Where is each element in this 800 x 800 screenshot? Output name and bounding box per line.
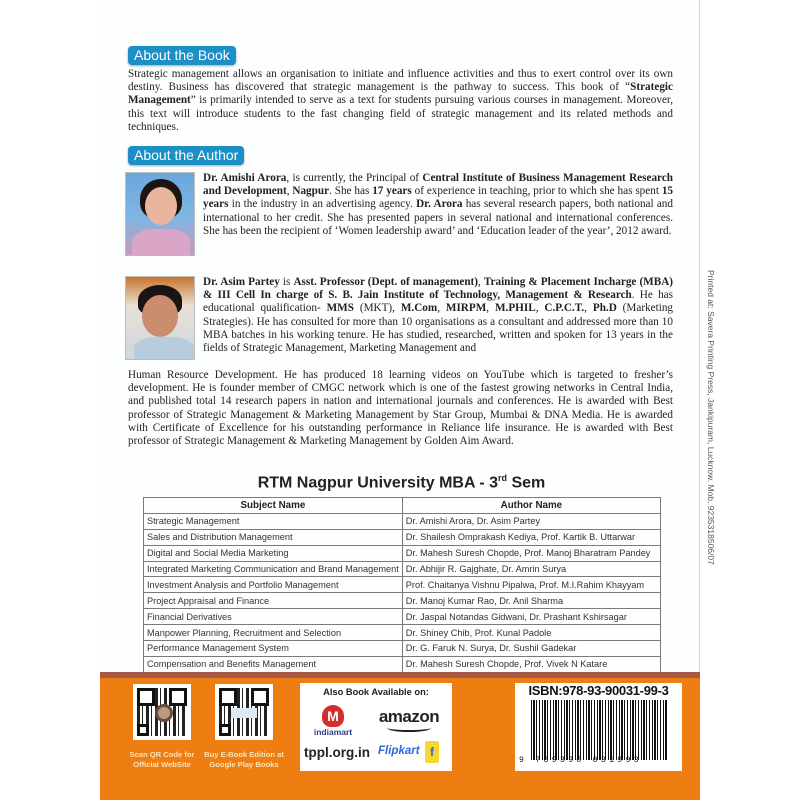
bio-text: is (279, 276, 294, 288)
author-cell: Dr. Mahesh Suresh Chopde, Prof. Vivek N Katare (402, 656, 660, 672)
bio-bold: Central Institute of Business Management Research and Development (203, 172, 674, 198)
subject-cell: Financial Derivatives (144, 609, 403, 625)
subject-cell: Strategic Management (144, 513, 403, 529)
isbn-barcode-box (515, 683, 682, 771)
syllabus-table (143, 497, 661, 673)
author-cell: Dr. G. Faruk N. Surya, Dr. Sushil Gadekar (402, 641, 660, 657)
bio-text: (MKT), (353, 302, 401, 315)
header-author-name: Author Name (402, 498, 660, 514)
book-title-bold: Strategic Management (128, 81, 673, 107)
author-cell: Dr. Jaspal Notandas Gidwani, Dr. Prashant Kshirsagar (402, 609, 660, 625)
bio-text: (Marketing Strategies). He has consulted for more than 10 organisations as a consultant and addressed more than 10 MBA batches in his working tenure. He has studied, researched, written and spoken for 13 years in the fields of Strategic Management, Marketing Management and (203, 302, 674, 355)
bio-bold: Asst. Professor (Dept. of management) (293, 276, 479, 288)
bio-text: , (478, 276, 484, 288)
indiamart-icon: M (322, 705, 344, 727)
syllabus-table-title (143, 473, 660, 492)
barcode-icon (531, 700, 667, 760)
author-cell: Dr. Abhijir R. Gajghate, Dr. Amrin Surya (402, 561, 660, 577)
subject-cell: Digital and Social Media Marketing (144, 545, 403, 561)
about-book-text-part: Strategic management allows an organisation to initiate and influence activities and thus to exert control over its own destiny. Business has discovered that strategic management is the pathway to success. This book of “ (128, 68, 673, 94)
table-row (144, 641, 661, 657)
bio-text: of experience in teaching, prior to which she has spent (411, 185, 662, 198)
header-subject-name: Subject Name (144, 498, 403, 514)
table-row (144, 593, 661, 609)
bio-bold: M.PHIL (494, 302, 536, 315)
bio-bold: Nagpur (292, 185, 330, 198)
about-book-text-part: ” is primarily intended to serve as a text for students pursuing various courses in management. Moreover, this text will introduce students to the fast changing field of strategic management and its related methods and techniques. (128, 94, 673, 133)
bio-text: , (437, 302, 446, 315)
printer-note: Printed at: Savera Printing Press, Jankipuram, Lucknow. Mob. 9235318506/07 (706, 270, 716, 565)
spine-edge-line (699, 0, 700, 672)
bio-text: . He has educational qualification- (203, 289, 673, 315)
barcode-digits: 9 789390 031993 (519, 756, 643, 765)
author-cell: Dr. Shailesh Omprakash Kediya, Prof. Kartik B. Uttarwar (402, 529, 660, 545)
also-available-box (300, 683, 452, 771)
author-1-name: Dr. Amishi Arora (203, 172, 287, 184)
table-row (144, 561, 661, 577)
bio-text: , is currently, the Principal of (286, 172, 423, 184)
author-cell: Dr. Manoj Kumar Rao, Dr. Anil Sharma (402, 593, 660, 609)
subject-cell: Compensation and Benefits Management (144, 656, 403, 672)
photo-body (134, 337, 194, 360)
table-row (144, 545, 661, 561)
author-cell: Prof. Chaitanya Vishnu Pipalwa, Prof. M.I.Rahim Khayyam (402, 577, 660, 593)
bio-text: , (535, 302, 545, 315)
subject-cell: Manpower Planning, Recruitment and Selection (144, 625, 403, 641)
author-2-bio (203, 276, 673, 355)
bio-text: , (286, 185, 293, 198)
qr-finder-mark (137, 724, 149, 736)
table-title-sup: rd (498, 473, 508, 483)
bio-text: , (486, 302, 495, 315)
amazon-logo[interactable] (372, 707, 446, 732)
indiamart-logo[interactable] (308, 705, 358, 737)
indiamart-label: indiamart (313, 727, 353, 737)
qr-2-caption: Buy E-Book Edition at Google Play Books (204, 750, 284, 769)
table-row (144, 529, 661, 545)
photo-face (145, 187, 177, 225)
subject-cell: Sales and Distribution Management (144, 529, 403, 545)
bio-text: has several research papers, both national and international to her credit. She has presented papers in several national and international conferences. She has been the recipient of ‘Women leadership award’ and ‘Education leader of the year’, 2012 award. (203, 198, 673, 237)
subject-cell: Project Appraisal and Finance (144, 593, 403, 609)
author-cell: Dr. Mahesh Suresh Chopde, Prof. Manoj Bharatram Pandey (402, 545, 660, 561)
author-2-bio-continued: Human Resource Development. He has produced 18 learning videos on YouTube which is targeted to fresher’s development. He is founder member of CMGC network which is one of the fastest growing networks in Central India, and published total 14 research papers in nation and international journals and conferences. He is awarded with Best professor of Strategic Management & Marketing Management by Star Group, Mumbai & DNA Media. He is awarded with Certificate of Excellence for his outstanding performance in Reliance life insurance. He is awarded with Best professor of Strategic Management & Marketing Management by Golden Aim Award. (128, 369, 673, 448)
flipkart-logo[interactable]: Flipkart (378, 745, 420, 757)
bio-text: , (584, 302, 593, 315)
bio-text: in the industry in an advertising agency. (228, 198, 417, 211)
author-photo-amishi-arora (125, 172, 195, 256)
table-row (144, 609, 661, 625)
author-cell: Dr. Shiney Chib, Prof. Kunal Padole (402, 625, 660, 641)
author-photo-asim-partey (125, 276, 195, 360)
bio-bold: Dr. Arora (416, 198, 463, 211)
table-row (144, 513, 661, 529)
qr-finder-mark (219, 724, 231, 736)
subject-cell: Investment Analysis and Portfolio Management (144, 577, 403, 593)
photo-face (142, 295, 178, 337)
qr-1-caption: Scan QR Code for Official WebSite (129, 750, 195, 769)
bio-text: . She has (329, 185, 373, 198)
author-cell: Dr. Amishi Arora, Dr. Asim Partey (402, 513, 660, 529)
tppl-website-link[interactable]: tppl.org.in (304, 745, 370, 760)
isbn-number: ISBN:978-93-90031-99-3 (528, 683, 669, 698)
bio-bold: Training & Placement Incharge (MBA) & III Cell In charge of S. B. Jain Institute of Technology, Management & Research (203, 276, 674, 302)
bio-bold: C.P.C.T. (544, 302, 585, 315)
table-row (144, 577, 661, 593)
subject-cell: Performance Management System (144, 641, 403, 657)
amazon-label: amazon (378, 707, 440, 726)
author-1-bio (203, 172, 673, 238)
table-header-row (144, 498, 661, 514)
qr-logo-icon (231, 708, 257, 718)
bio-bold: M.Com (400, 302, 438, 315)
table-row (144, 656, 661, 672)
qr-code-google-play-books[interactable] (215, 684, 273, 740)
about-author-heading: About the Author (128, 146, 244, 165)
bio-bold: MMS (326, 302, 354, 315)
flipkart-bag-icon: f (425, 741, 439, 763)
qr-code-official-website[interactable] (133, 684, 191, 740)
bio-bold: Ph.D (592, 302, 617, 315)
about-book-heading: About the Book (128, 46, 236, 65)
bio-bold: 17 years (372, 185, 412, 198)
bio-bold: 15 years (203, 185, 673, 211)
qr-logo-icon (155, 704, 173, 722)
about-book-text (128, 68, 673, 134)
table-row (144, 625, 661, 641)
table-title-main: RTM Nagpur University MBA - 3 (257, 474, 499, 492)
photo-body (132, 229, 190, 256)
also-available-title: Also Book Available on: (323, 687, 429, 697)
table-title-end: Sem (507, 474, 546, 492)
author-2-name: Dr. Asim Partey (203, 276, 280, 288)
subject-cell: Integrated Marketing Communication and Brand Management (144, 561, 403, 577)
bio-bold: MIRPM (445, 302, 487, 315)
